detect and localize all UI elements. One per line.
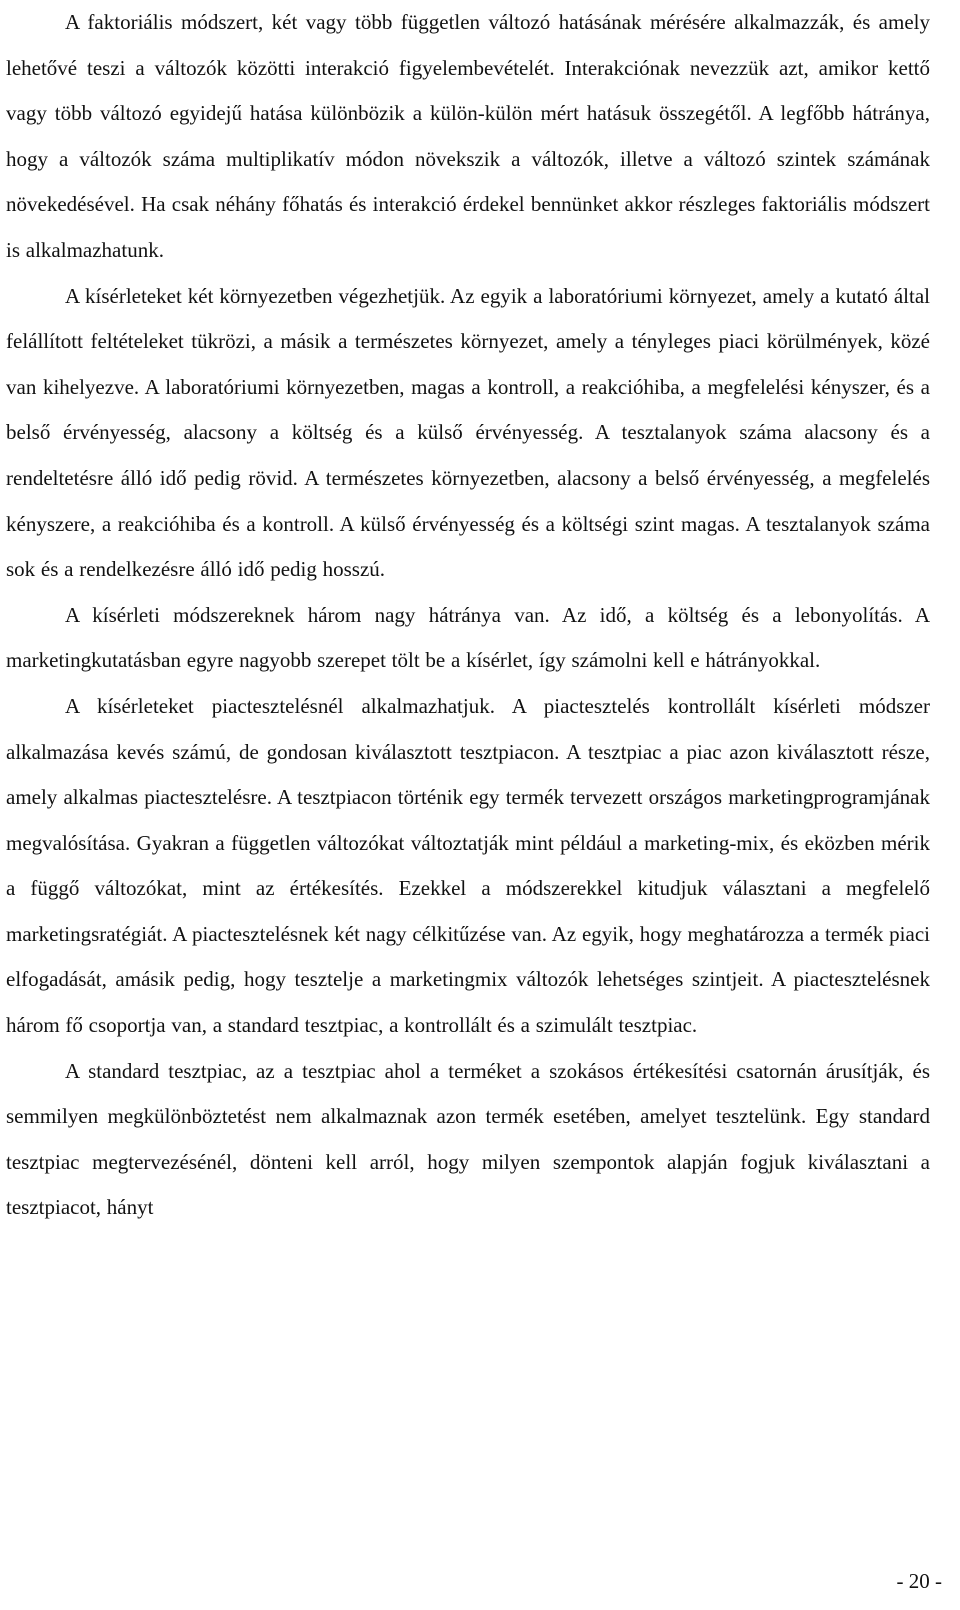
document-page [6, 0, 930, 1231]
paragraph-experiment-environments: A kísérleteket két környezetben végezhetjük. Az egyik a laboratóriumi környezet, amely a kutató által felállított feltételeket tükrözi, a másik a természetes környezet, amely a tényleges piaci körülmények, közé van kihelyezve. A laboratóriumi környezetben, magas a kontroll, a reakcióhiba, a megfelelési kényszer, és a belső érvényesség, alacsony a költség és a külső érvényesség. A tesztalanyok száma alacsony és a rendeltetésre álló idő pedig rövid. A természetes környezetben, alacsony a belső érvényesség, a megfelelés kényszere, a reakcióhiba és a kontroll. A külső érvényesség és a költségi szint magas. A tesztalanyok száma sok és a rendelkezésre álló idő pedig hosszú. [6, 283, 930, 582]
paragraph-test-marketing: A kísérleteket piactesztelésnél alkalmazhatjuk. A piactesztelés kontrollált kísérleti módszer alkalmazása kevés számú, de gondosan kiválasztott tesztpiacon. A tesztpiac a piac azon kiválasztott része, amely alkalmas piactesztelésre. A tesztpiacon történik egy termék tervezett országos marketingprogramjának megvalósítása. Gyakran a független változókat változtatják mint például a marketing-mix, és eközben mérik a függő változókat, mint az értékesítés. Ezekkel a módszerekkel kitudjuk választani a megfelelő marketingsratégiát. A piactesztelésnek két nagy célkitűzése van. Az egyik, hogy meghatározza a termék piaci elfogadását, amásik pedig, hogy tesztelje a marketingmix változók lehetséges szintjeit. A piactesztelésnek három fő csoportja van, a standard tesztpiac, a kontrollált és a szimulált tesztpiac. [6, 693, 930, 1038]
paragraph-standard-test-market: A standard tesztpiac, az a tesztpiac ahol a terméket a szokásos értékesítési csatornán árusítják, és semmilyen megkülönböztetést nem alkalmaznak azon termék esetében, amelyet tesztelünk. Egy standard tesztpiac megtervezésénél, dönteni kell arról, hogy milyen szempontok alapján fogjuk kiválasztani a tesztpiacot, hányt [6, 1058, 930, 1220]
paragraph-experiment-drawbacks: A kísérleti módszereknek három nagy hátránya van. Az idő, a költség és a lebonyolítás. A marketingkutatásban egyre nagyobb szerepet tölt be a kísérlet, így számolni kell e hátrányokkal. [6, 602, 930, 673]
paragraph-factorial-method: A faktoriális módszert, két vagy több független változó hatásának mérésére alkalmazzák, és amely lehetővé teszi a változók közötti interakció figyelembevételét. Interakciónak nevezzük azt, amikor kettő vagy több változó egyidejű hatása különbözik a külön-külön mért hatásuk összegétől. A legfőbb hátránya, hogy a változók száma multiplikatív módon növekszik a változók, illetve a változó szintek számának növekedésével. Ha csak néhány főhatás és interakció érdekel bennünket akkor részleges faktoriális módszert is alkalmazhatunk. [6, 10, 930, 262]
page-number: - 20 - [896, 1569, 942, 1593]
